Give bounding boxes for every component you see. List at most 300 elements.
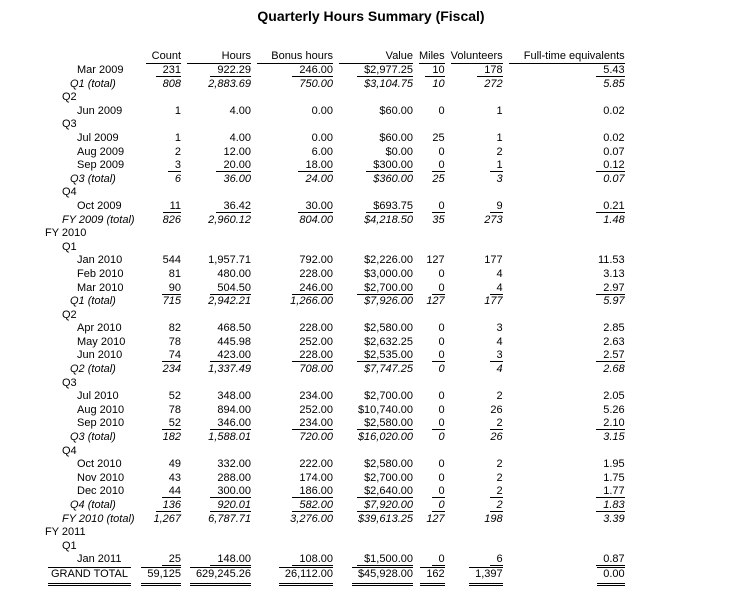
cell-count: 78 [168,403,181,416]
table-row-section-q [0,91,625,105]
cell-count: 826 [162,213,181,226]
cell-full-time-equivalents [503,377,625,391]
table-row-section-q [0,445,625,459]
row-label: Q1 [62,539,77,552]
cell-value: $2,700.00 [364,390,413,403]
cell-value: $2,535.00 [333,349,413,363]
cell-value [333,526,413,540]
row-label: Q4 [62,186,77,199]
cell-count [140,227,181,241]
cell-miles: 0 [438,458,445,471]
cell-hours: 332.00 [217,458,251,471]
row-label: Jun 2010 [77,349,123,362]
cell-volunteers: 1 [496,104,503,117]
row-label: Q1 (total) [70,77,116,90]
cell-miles [413,241,445,255]
row-label: Q2 (total) [70,363,116,376]
table-row-section-fy [0,526,625,540]
cell-full-time-equivalents: 2.68 [603,363,625,376]
table-row-month [0,282,625,296]
cell-volunteers: 3 [445,349,503,363]
row-label: FY 2009 (total) [62,213,135,226]
cell-hours [181,526,251,540]
cell-bonus-hours: 246.00 [251,64,333,78]
cell-value: $7,920.00 [333,499,413,513]
cell-full-time-equivalents: 0.07 [603,145,625,158]
cell-value: $1,500.00 [333,553,413,567]
cell-hours: 348.00 [217,390,251,403]
cell-value: $2,700.00 [364,471,413,484]
table-row-month [0,64,625,78]
cell-full-time-equivalents: 5.26 [603,403,625,416]
cell-miles: 127 [426,512,445,525]
cell-hours: 920.01 [181,499,251,513]
cell-full-time-equivalents: 5.85 [603,77,625,90]
cell-value: $7,926.00 [364,295,413,308]
cell-hours [181,227,251,241]
cell-volunteers: 1 [445,159,503,173]
table-row-month [0,200,625,214]
cell-value: $60.00 [379,104,413,117]
cell-volunteers: 4 [496,363,503,376]
table-row-qtotal [0,173,625,187]
cell-count: 59,125 [140,567,181,586]
cell-miles [413,118,445,132]
cell-volunteers: 2 [496,471,503,484]
row-label: Q4 [62,444,77,457]
cell-miles: 25 [432,131,445,144]
cell-value: $693.75 [333,200,413,214]
table-row-section-q [0,118,625,132]
cell-full-time-equivalents: 2.63 [603,335,625,348]
cell-count: 136 [140,499,181,513]
cell-volunteers [445,540,503,554]
cell-miles [413,526,445,540]
cell-count: 74 [140,349,181,363]
cell-volunteers: 177 [484,254,503,267]
table-row-month [0,105,625,119]
table-row-month [0,404,625,418]
cell-miles: 0 [413,200,445,214]
cell-bonus-hours: 720.00 [299,431,333,444]
cell-miles [413,309,445,323]
cell-miles: 0 [438,390,445,403]
cell-miles [413,377,445,391]
cell-bonus-hours: 228.00 [251,349,333,363]
cell-hours: 4.00 [229,104,251,117]
cell-bonus-hours: 804.00 [299,213,333,226]
table-row-qtotal [0,363,625,377]
cell-hours: 4.00 [229,131,251,144]
cell-full-time-equivalents [503,241,625,255]
cell-miles: 0 [413,485,445,499]
cell-miles: 0 [438,322,445,335]
cell-bonus-hours [251,445,333,459]
cell-hours: 922.29 [181,64,251,78]
cell-count: 1,267 [153,512,181,525]
cell-count: 3 [140,159,181,173]
cell-count: 44 [140,485,181,499]
table-row-qtotal [0,295,625,309]
header-row [0,48,625,64]
cell-count: 25 [140,553,181,567]
table-row-qtotal [0,431,625,445]
cell-volunteers [445,241,503,255]
cell-bonus-hours: 30.00 [251,200,333,214]
cell-count: 78 [168,335,181,348]
cell-volunteers [445,118,503,132]
cell-value [333,309,413,323]
table-row-month [0,132,625,146]
table-row-fytotal [0,513,625,527]
table-row-month [0,485,625,499]
cell-hours: 36.42 [181,200,251,214]
cell-count: 234 [162,363,181,376]
cell-bonus-hours: 108.00 [251,553,333,567]
cell-full-time-equivalents: 2.05 [603,390,625,403]
cell-bonus-hours [251,91,333,105]
table-row-qtotal [0,78,625,92]
cell-value: $2,640.00 [333,485,413,499]
cell-miles: 0 [413,159,445,173]
cell-miles: 25 [432,172,445,185]
cell-count: 49 [168,458,181,471]
cell-hours: 894.00 [217,403,251,416]
row-label: Q4 (total) [70,499,116,511]
column-header-count: Count [140,48,181,64]
cell-full-time-equivalents: 5.97 [603,295,625,308]
report-title: Quarterly Hours Summary (Fiscal) [257,8,485,24]
cell-volunteers: 2 [445,499,503,513]
row-label: Jun 2009 [77,104,123,117]
cell-hours: 2,883.69 [208,77,251,90]
cell-hours: 1,588.01 [208,431,251,444]
cell-count [140,118,181,132]
cell-count [140,309,181,323]
cell-value: $60.00 [379,131,413,144]
cell-miles [413,227,445,241]
cell-bonus-hours [251,118,333,132]
cell-bonus-hours [251,241,333,255]
cell-count: 6 [174,172,181,185]
cell-miles: 162 [413,567,445,586]
row-label: Sep 2010 [77,417,125,430]
cell-bonus-hours [251,540,333,554]
column-header-volunteers: Volunteers [450,50,503,62]
table-row-month [0,472,625,486]
cell-count [140,540,181,554]
cell-hours: 288.00 [217,471,251,484]
cell-full-time-equivalents [503,445,625,459]
cell-bonus-hours: 18.00 [251,159,333,173]
cell-value: $360.00 [373,172,413,185]
table-row-month [0,349,625,363]
cell-volunteers: 9 [445,200,503,214]
cell-miles [413,540,445,554]
cell-volunteers: 2 [445,485,503,499]
cell-bonus-hours: 246.00 [251,282,333,296]
cell-miles: 0 [413,282,445,296]
row-label: Jul 2009 [77,131,119,144]
cell-volunteers: 177 [484,295,503,308]
column-header-bonus-hours: Bonus hours [251,48,333,64]
cell-volunteers: 1,397 [445,567,503,586]
cell-volunteers: 4 [445,282,503,296]
cell-value [333,241,413,255]
table-row-section-fy [0,227,625,241]
table-row-section-q [0,309,625,323]
cell-full-time-equivalents: 3.13 [603,267,625,280]
cell-bonus-hours: 252.00 [299,403,333,416]
row-label: Jan 2010 [77,254,123,267]
cell-full-time-equivalents: 1.95 [603,458,625,471]
cell-full-time-equivalents [503,118,625,132]
cell-hours: 1,337.49 [208,363,251,376]
cell-value [333,445,413,459]
cell-bonus-hours [251,526,333,540]
cell-volunteers: 198 [484,512,503,525]
cell-hours: 480.00 [217,267,251,280]
cell-volunteers [445,91,503,105]
cell-value [333,377,413,391]
table-row-month [0,553,625,567]
cell-hours [181,540,251,554]
cell-value: $4,218.50 [364,213,413,226]
cell-bonus-hours [251,309,333,323]
cell-bonus-hours [251,186,333,200]
cell-volunteers: 6 [445,553,503,567]
cell-count [140,377,181,391]
cell-bonus-hours: 228.00 [299,322,333,335]
row-label: Apr 2010 [77,322,122,335]
cell-value: $39,613.25 [357,512,413,525]
cell-miles: 0 [438,104,445,117]
table-row-month [0,146,625,160]
cell-volunteers: 272 [484,77,503,90]
row-label: Mar 2010 [77,281,124,294]
cell-miles: 35 [432,213,445,226]
cell-count: 81 [168,267,181,280]
cell-count: 1 [174,104,181,117]
cell-bonus-hours: 228.00 [299,267,333,280]
table-row-qtotal [0,499,625,513]
cell-hours: 6,787.71 [208,512,251,525]
cell-hours: 629,245.26 [181,567,251,586]
cell-count: 90 [140,282,181,296]
cell-value: $2,632.25 [364,335,413,348]
cell-bonus-hours: 582.00 [251,499,333,513]
cell-hours [181,241,251,255]
cell-full-time-equivalents: 0.87 [503,553,625,567]
cell-volunteers: 2 [496,390,503,403]
cell-miles: 127 [426,295,445,308]
row-label: FY 2011 [45,526,86,539]
cell-miles: 127 [426,254,445,267]
cell-value: $2,580.00 [364,322,413,335]
cell-hours [181,91,251,105]
cell-bonus-hours: 234.00 [299,390,333,403]
cell-count: 43 [168,471,181,484]
table-row-section-q [0,186,625,200]
cell-full-time-equivalents: 1.83 [503,499,625,513]
cell-count: 11 [140,200,181,214]
cell-full-time-equivalents: 0.21 [503,200,625,214]
row-label: Sep 2009 [77,159,125,172]
cell-full-time-equivalents: 3.15 [603,431,625,444]
cell-full-time-equivalents: 0.02 [603,131,625,144]
cell-count: 715 [162,295,181,308]
cell-volunteers: 178 [445,64,503,78]
cell-count [140,186,181,200]
cell-value: $3,000.00 [364,267,413,280]
cell-bonus-hours: 0.00 [311,104,333,117]
cell-hours [181,186,251,200]
cell-volunteers: 4 [496,267,503,280]
cell-hours: 36.00 [223,172,251,185]
row-label: Q1 (total) [70,295,116,308]
table-row-month [0,322,625,336]
cell-bonus-hours: 186.00 [251,485,333,499]
cell-hours: 148.00 [181,553,251,567]
column-header-full-time-equivalents: Full-time equivalents [503,48,625,64]
table-row-fytotal [0,214,625,228]
row-label: FY 2010 (total) [62,512,135,525]
row-label: Q1 [62,240,77,253]
cell-volunteers [445,445,503,459]
cell-hours: 20.00 [181,159,251,173]
quarterly-hours-table [0,48,625,586]
cell-bonus-hours: 174.00 [299,471,333,484]
cell-count: 52 [140,417,181,431]
cell-hours: 2,942.21 [208,295,251,308]
cell-full-time-equivalents: 5.43 [503,64,625,78]
cell-value [333,227,413,241]
cell-volunteers: 2 [496,145,503,158]
row-label: Nov 2010 [77,471,125,484]
cell-volunteers: 273 [484,213,503,226]
cell-miles: 0 [438,145,445,158]
cell-volunteers: 3 [496,172,503,185]
cell-bonus-hours: 26,112.00 [251,567,333,586]
cell-value: $2,977.25 [333,64,413,78]
cell-bonus-hours: 708.00 [299,363,333,376]
cell-miles: 0 [438,267,445,280]
row-label: FY 2010 [45,227,87,240]
cell-full-time-equivalents: 1.75 [603,471,625,484]
column-header-value: Value [333,48,413,64]
cell-value [333,540,413,554]
table-row-month [0,268,625,282]
cell-hours: 1,957.71 [208,254,251,267]
cell-count: 2 [174,145,181,158]
cell-hours: 2,960.12 [208,213,251,226]
cell-value: $10,740.00 [357,403,413,416]
cell-value: $2,580.00 [364,458,413,471]
cell-miles [413,186,445,200]
row-label: Q3 (total) [70,172,116,185]
cell-full-time-equivalents: 2.57 [503,349,625,363]
cell-full-time-equivalents [503,540,625,554]
cell-volunteers: 26 [490,431,503,444]
cell-value: $0.00 [385,145,413,158]
cell-value [333,91,413,105]
cell-hours: 504.50 [181,282,251,296]
table-row-month [0,254,625,268]
cell-bonus-hours [251,227,333,241]
cell-miles: 0 [438,335,445,348]
cell-hours [181,377,251,391]
cell-count: 231 [140,64,181,78]
cell-count [140,241,181,255]
cell-full-time-equivalents: 2.85 [603,322,625,335]
cell-count: 808 [162,77,181,90]
cell-count [140,445,181,459]
cell-count [140,91,181,105]
cell-bonus-hours: 1,266.00 [290,295,333,308]
table-row-month [0,390,625,404]
cell-miles: 0 [438,403,445,416]
column-header-miles: Miles [419,50,445,62]
cell-volunteers [445,526,503,540]
cell-value: $16,020.00 [357,431,413,444]
row-label: Q3 [62,376,77,389]
cell-value: $300.00 [333,159,413,173]
row-label: Aug 2010 [77,403,125,416]
cell-hours: 12.00 [223,145,251,158]
cell-bonus-hours: 0.00 [311,131,333,144]
cell-bonus-hours: 252.00 [299,335,333,348]
cell-volunteers: 2 [445,417,503,431]
row-label: Jul 2010 [77,390,119,403]
table-row-grand [0,567,625,586]
cell-volunteers: 1 [496,131,503,144]
cell-full-time-equivalents: 3.39 [603,512,625,525]
cell-count: 52 [168,390,181,403]
cell-full-time-equivalents: 0.07 [603,172,625,185]
table-row-month [0,336,625,350]
row-label: Q2 [62,308,77,321]
cell-volunteers: 4 [496,335,503,348]
cell-hours [181,118,251,132]
cell-count: 1 [174,131,181,144]
cell-hours: 445.98 [217,335,251,348]
cell-full-time-equivalents [503,91,625,105]
cell-miles: 0 [438,363,445,376]
cell-value: $45,928.00 [333,567,413,586]
cell-hours [181,309,251,323]
cell-full-time-equivalents [503,186,625,200]
cell-count [140,526,181,540]
table-body [0,64,625,586]
row-label: Oct 2010 [77,458,122,471]
cell-hours: 468.50 [217,322,251,335]
cell-bonus-hours: 3,276.00 [290,512,333,525]
table-row-month [0,159,625,173]
cell-hours [181,445,251,459]
cell-value: $7,747.25 [364,363,413,376]
cell-hours: 423.00 [181,349,251,363]
table-row-month [0,417,625,431]
cell-volunteers [445,377,503,391]
cell-full-time-equivalents: 11.53 [597,254,625,267]
cell-bonus-hours: 222.00 [299,458,333,471]
table-row-section-q [0,540,625,554]
cell-value: $2,700.00 [333,282,413,296]
row-label: Oct 2009 [77,199,122,212]
cell-volunteers [445,309,503,323]
cell-full-time-equivalents: 1.77 [503,485,625,499]
cell-bonus-hours: 6.00 [311,145,333,158]
